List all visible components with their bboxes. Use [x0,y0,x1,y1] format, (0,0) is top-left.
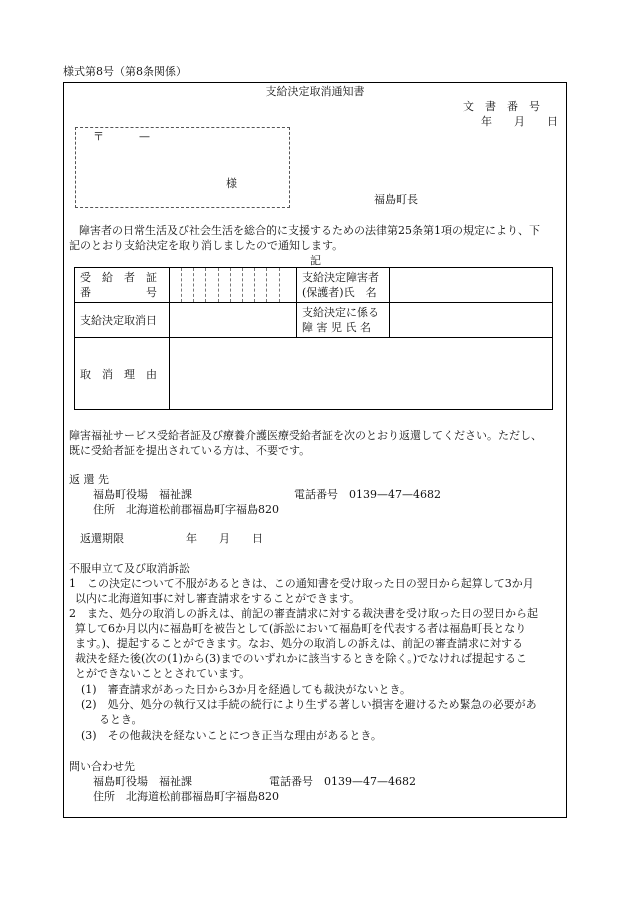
table-row-divider [74,337,553,338]
reason-label: 取 消 理 由 [80,368,157,381]
recipient-number-label-1: 受 給 者 証 [80,271,157,284]
appeal-line: ます。)、提起することができます。なお、処分の取消しの訴えは、前記の審査請求に対する [75,637,524,650]
digit-box-divider [266,268,267,302]
appeal-line: (2) 処分、処分の執行又は手続の続行により生ずる著しい損害を避けるため緊急の必要があ [81,698,537,711]
inquiry-office: 福島町役場 福祉課 [93,775,192,788]
cancel-date-label: 支給決定取消日 [80,314,157,327]
digit-box-divider [279,268,280,302]
appeal-line: るとき。 [99,713,143,726]
child-label-1: 支給決定に係る [302,306,379,319]
appeal-line: とができないこととされています。 [75,667,251,680]
date-label: 年 月 日 [481,115,558,128]
form-label: 様式第8号（第8条関係） [63,65,187,78]
inquiry-phone: 電話番号 0139—47—4682 [269,775,416,788]
intro-line-1: 障害者の日常生活及び社会生活を総合的に支援するための法律第25条第1項の規定により、下 [79,224,540,237]
return-to-heading: 返 還 先 [69,473,109,486]
guardian-label-2: (保護者)氏 名 [302,286,377,299]
table-col-divider [169,267,170,410]
address-box [75,127,290,208]
return-deadline-date: 年 月 日 [186,532,263,545]
appeal-line: 1 この決定について不服があるときは、この通知書を受け取った日の翌日から起算して3か月 [69,577,534,590]
appeal-line: 2 また、処分の取消しの訴えは、前記の審査請求に対する裁決書を受け取った日の翌日から起 [69,607,538,620]
digit-box-divider [230,268,231,302]
ki-label: 記 [310,254,321,267]
inquiry-address: 住所 北海道松前郡福島町字福島820 [93,790,279,803]
return-notice-line-1: 障害福祉サービス受給者証及び療養介護医療受給者証を次のとおり返還してください。ただし、 [69,429,542,442]
inquiry-heading: 問い合わせ先 [69,760,135,773]
table-col-divider [389,267,390,337]
document-title: 支給決定取消通知書 [265,85,365,98]
return-deadline-label: 返還期限 [80,532,124,545]
digit-box-divider [218,268,219,302]
appeal-line: 以内に北海道知事に対し審査請求をすることができます。 [75,592,361,605]
return-to-office: 福島町役場 福祉課 [93,488,192,501]
return-notice-line-2: 既に受給者証を提出されている方は、不要です。 [69,444,311,457]
guardian-label-1: 支給決定障害者 [302,271,379,284]
digit-box-divider [254,268,255,302]
digit-box-divider [242,268,243,302]
return-to-phone: 電話番号 0139—47—4682 [294,488,441,501]
postal-dash: — [139,130,150,143]
doc-number-label: 文 書 番 号 [463,100,540,113]
child-label-2: 障 害 児 氏 名 [302,321,371,334]
digit-box-divider [181,268,182,302]
appeal-line: 裁決を経た後(次の(1)から(3)までのいずれかに該当するときを除く。)でなければ提起するこ [75,652,528,665]
honorific: 様 [226,177,237,190]
return-to-address: 住所 北海道松前郡福島町字福島820 [93,503,279,516]
table-col-divider [296,267,297,337]
appeal-line: 算して6か月以内に福島町を被告として(訴訟において福島町を代表する者は福島町長となり [75,622,527,635]
digit-box-divider [205,268,206,302]
appeal-line: (1) 審査請求があった日から3か月を経過しても裁決がないとき。 [81,683,412,696]
appeal-heading: 不服申立て及び取消訴訟 [69,562,190,575]
intro-line-2: 記のとおり支給決定を取り消しましたので通知します。 [69,239,344,252]
issuer: 福島町長 [374,193,418,206]
digit-box-divider [193,268,194,302]
appeal-line: (3) その他裁決を経ないことにつき正当な理由があるとき。 [81,729,382,742]
postal-mark: 〒 [93,130,104,143]
recipient-number-label-2: 番 号 [80,286,157,299]
table-row-divider [74,302,553,303]
